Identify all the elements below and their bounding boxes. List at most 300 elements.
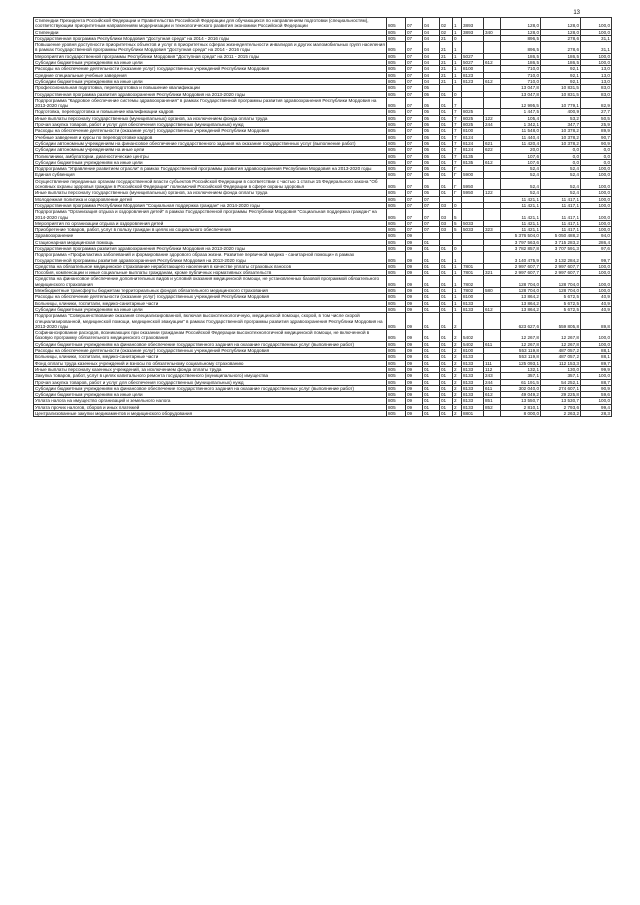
row-planned: 12 267,8 (501, 341, 541, 347)
row-name: Расходы на обеспечение деятельности (оказание услуг) государственных учреждений Республики Мордовия (34, 66, 387, 72)
row-executed: 278,6 (541, 42, 581, 54)
row-article (462, 42, 484, 54)
row-percent: 100,0 (581, 288, 612, 294)
row-subprogram: 1 (453, 42, 462, 54)
row-article: 8123 (462, 78, 484, 84)
row-section: 09 (406, 330, 423, 342)
row-executed: 10 378,2 (541, 134, 581, 140)
row-executed: 487 057,2 (541, 348, 581, 354)
row-percent: 100,0 (581, 202, 612, 208)
row-admin-code: 805 (387, 306, 406, 312)
row-subprogram: 1 (453, 300, 462, 306)
row-subprogram: 2 (453, 398, 462, 404)
row-section: 07 (406, 53, 423, 59)
row-admin-code: 805 (387, 134, 406, 140)
row-subprogram: Г (453, 178, 462, 190)
row-planned: 3 140 475,9 (501, 252, 541, 264)
row-admin-code: 805 (387, 404, 406, 410)
row-expense-type: 612 (484, 306, 501, 312)
row-subprogram: 2 (453, 360, 462, 366)
row-executed: 52,4 (541, 166, 581, 172)
row-executed: 2 997 607,7 (541, 263, 581, 269)
row-name: Уплата налога на имущество организаций и земельного налога (34, 398, 387, 404)
row-name: Стационарная медицинская помощь (34, 239, 387, 245)
row-name: Мероприятия по организации отдыха и оздоровления детей (34, 220, 387, 226)
row-subprogram: 1 (453, 53, 462, 59)
row-percent: 40,9 (581, 294, 612, 300)
row-planned: 52,4 (501, 190, 541, 196)
row-article: 8133 (462, 306, 484, 312)
row-percent: 13,0 (581, 72, 612, 78)
row-executed: 12 267,8 (541, 341, 581, 347)
row-executed: 53,2 (541, 115, 581, 121)
budget-table (33, 17, 612, 417)
row-subsection: 05 (423, 140, 440, 146)
row-name: Иные выплаты персоналу государственных (муниципальных) органов, за исключением фонда оплаты труда (34, 190, 387, 196)
row-planned: 1 447,5 (501, 109, 541, 115)
row-planned: 20,0 (501, 147, 541, 153)
row-expense-type: 244 (484, 379, 501, 385)
row-subprogram: 1 (453, 288, 462, 294)
row-name: Осуществление переданных органам государственной власти субъектов Российской Федерации в соответствии с частью 1 статьи 15 Федерального закона "Об основных охраны здоровья граждан в Российской Федерации" полномочий Российской Федерации в сфере охраны здоровья (34, 178, 387, 190)
row-program: 01 (440, 115, 453, 121)
row-planned: 3 782 857,8 (501, 245, 541, 251)
row-percent: 99,4 (581, 404, 612, 410)
row-name: Стипендии Президента Российской Федерации и Правительства Российской Федерации для обучающихся по направлениям подготовки (специальностям), соответствующим приоритетным направлениям модернизации и технологического развития экономики Российской Федерации (34, 18, 387, 30)
row-section: 09 (406, 360, 423, 366)
row-planned: 105,4 (501, 115, 541, 121)
row-executed: 5 672,5 (541, 294, 581, 300)
row-article: 8123 (462, 72, 484, 78)
row-admin-code: 805 (387, 53, 406, 59)
row-article: 3893 (462, 29, 484, 35)
row-executed: 11 417,1 (541, 220, 581, 226)
table-row (34, 313, 612, 330)
row-admin-code: 805 (387, 252, 406, 264)
row-executed: 29 225,8 (541, 392, 581, 398)
row-subprogram: 7 (453, 134, 462, 140)
row-expense-type (484, 313, 501, 330)
row-expense-type: 122 (484, 190, 501, 196)
row-admin-code: 805 (387, 72, 406, 78)
row-expense-type: 612 (484, 78, 501, 84)
row-program: 01 (440, 294, 453, 300)
row-admin-code: 805 (387, 115, 406, 121)
row-section: 09 (406, 288, 423, 294)
row-admin-code: 805 (387, 313, 406, 330)
row-program: 21 (440, 66, 453, 72)
row-admin-code: 805 (387, 330, 406, 342)
row-program: 01 (440, 354, 453, 360)
row-program: 01 (440, 263, 453, 269)
table-row (34, 140, 612, 146)
table-row (34, 411, 612, 417)
row-section: 09 (406, 354, 423, 360)
row-program: 03 (440, 209, 453, 221)
row-expense-type: 622 (484, 147, 501, 153)
row-percent: 0,0 (581, 153, 612, 159)
row-percent: 83,0 (581, 85, 612, 91)
row-planned: 107,6 (501, 159, 541, 165)
row-executed: 52,4 (541, 172, 581, 178)
row-expense-type: 111 (484, 360, 501, 366)
row-section: 09 (406, 385, 423, 391)
row-subprogram: 2 (453, 313, 462, 330)
row-program: 21 (440, 53, 453, 59)
row-name: Расходы на обеспечение деятельности (оказание услуг) государственных учреждений Республики Мордовия (34, 348, 387, 354)
row-program: 01 (440, 398, 453, 404)
row-program: 01 (440, 166, 453, 172)
row-name: Средства на обязательное медицинское страхование неработающего населения в качестве уплаты страховых взносов (34, 263, 387, 269)
row-section: 07 (406, 159, 423, 165)
row-admin-code: 805 (387, 366, 406, 372)
row-article: 8133 (462, 379, 484, 385)
row-subprogram: 2 (453, 404, 462, 410)
row-subprogram: 1 (453, 252, 462, 264)
row-executed: 278,6 (541, 35, 581, 41)
row-subprogram: 7 (453, 147, 462, 153)
row-executed: 52,4 (541, 190, 581, 196)
row-percent: 100,0 (581, 227, 612, 233)
row-subprogram: 1 (453, 306, 462, 312)
row-article: 7801 (462, 270, 484, 276)
row-planned: 302 040,0 (501, 385, 541, 391)
row-subsection: 01 (423, 300, 440, 306)
row-name: Иные выплаты персоналу государственных (муниципальных) органов, за исключением фонда оплаты труда (34, 115, 387, 121)
row-section: 09 (406, 373, 423, 379)
table-row (34, 341, 612, 347)
row-executed: 10 779,1 (541, 97, 581, 109)
row-subsection: 07 (423, 227, 440, 233)
row-executed: 11 417,1 (541, 202, 581, 208)
row-program: 02 (440, 29, 453, 35)
row-subsection: 04 (423, 66, 440, 72)
row-section: 09 (406, 276, 423, 288)
row-percent: 83,0 (581, 91, 612, 97)
row-article: 8025 (462, 109, 484, 115)
row-planned: 128 704,0 (501, 288, 541, 294)
row-executed: 2 793,6 (541, 404, 581, 410)
row-executed: 357,1 (541, 373, 581, 379)
row-program: 01 (440, 300, 453, 306)
row-article: 8025 (462, 115, 484, 121)
row-planned: 2 997 607,7 (501, 263, 541, 269)
row-subsection: 05 (423, 153, 440, 159)
row-name: Здравоохранение (34, 233, 387, 239)
row-article: 5033 (462, 220, 484, 226)
row-article: 8133 (462, 300, 484, 306)
table-row (34, 276, 612, 288)
row-subsection: 05 (423, 172, 440, 178)
row-admin-code: 805 (387, 35, 406, 41)
row-planned: 553 119,8 (501, 348, 541, 354)
row-section: 07 (406, 35, 423, 41)
row-program: 01 (440, 288, 453, 294)
row-executed: 5 672,5 (541, 300, 581, 306)
row-expense-type: 612 (484, 392, 501, 398)
row-admin-code: 805 (387, 360, 406, 366)
row-planned: 710,0 (501, 66, 541, 72)
row-percent: 88,7 (581, 379, 612, 385)
row-subsection: 07 (423, 196, 440, 202)
row-expense-type (484, 97, 501, 109)
row-expense-type: 321 (484, 270, 501, 276)
row-planned: 49 049,2 (501, 392, 541, 398)
row-program: 01 (440, 147, 453, 153)
row-name: Молодежная политика и оздоровление детей (34, 196, 387, 202)
row-subprogram: 1 (453, 29, 462, 35)
row-admin-code: 805 (387, 209, 406, 221)
row-planned: 125 093,1 (501, 360, 541, 366)
row-subsection: 01 (423, 245, 440, 251)
row-executed: 128,0 (541, 29, 581, 35)
row-percent: 99,9 (581, 366, 612, 372)
row-name: Расходы на обеспечение деятельности (оказание услуг) государственных учреждений Республики Мордовия (34, 128, 387, 134)
row-name: Субсидии бюджетным учреждениям на иные цели (34, 159, 387, 165)
row-subsection: 05 (423, 85, 440, 91)
row-section: 09 (406, 300, 423, 306)
row-expense-type: 580 (484, 288, 501, 294)
row-subprogram: 0 (453, 202, 462, 208)
row-subsection: 01 (423, 404, 440, 410)
row-executed: 5 050 488,2 (541, 233, 581, 239)
row-section: 07 (406, 85, 423, 91)
row-admin-code: 805 (387, 276, 406, 288)
row-percent: 100,0 (581, 373, 612, 379)
row-admin-code: 805 (387, 42, 406, 54)
table-row (34, 385, 612, 391)
row-name: Субсидии автономным учреждениям на финансовое обеспечение государственного задания на оказание государственных услуг (выполнение работ) (34, 140, 387, 146)
row-subprogram: 1 (453, 72, 462, 78)
row-planned: 11 420,4 (501, 140, 541, 146)
row-subprogram: 0 (453, 35, 462, 41)
row-planned: 11 421,1 (501, 220, 541, 226)
row-executed: 11 417,1 (541, 196, 581, 202)
row-executed: 128 704,0 (541, 288, 581, 294)
row-name: Подпрограмма «Профилактика заболеваний и формирование здорового образа жизни. Развитие первичной медико - санитарной помощи» в рамках Государственной программы развития здравоохранения Республики Мордовия на 2013-2020 годы (34, 252, 387, 264)
row-expense-type: 621 (484, 140, 501, 146)
row-name: Подпрограмма "Управление развитием отрасли" в рамках Государственной программы развития здравоохранения Республики Мордовия на 2013-2020 годы (34, 166, 387, 172)
row-name: Подпрограмма "Кадровое обеспечение системы здравоохранения" в рамках Государственной программы развития здравоохранения Республики Мордовия на 2013-2020 годы (34, 97, 387, 109)
row-name: Приобретение товаров, работ, услуг в пользу граждан в целях их социального обеспечения (34, 227, 387, 233)
row-subprogram: 1 (453, 18, 462, 30)
row-executed: 274 607,1 (541, 385, 581, 391)
row-program: 02 (440, 18, 453, 30)
row-name: Больницы, клиники, госпитали, медико-санитарные части (34, 300, 387, 306)
row-section: 09 (406, 341, 423, 347)
row-section: 07 (406, 178, 423, 190)
row-program: 21 (440, 42, 453, 54)
row-percent: 0,0 (581, 147, 612, 153)
row-section: 09 (406, 233, 423, 239)
row-admin-code: 805 (387, 220, 406, 226)
row-percent: 89,7 (581, 360, 612, 366)
row-percent: 13,0 (581, 66, 612, 72)
row-section: 09 (406, 313, 423, 330)
row-executed: 130,0 (541, 366, 581, 372)
row-name: Средние специальные учебные заведения (34, 72, 387, 78)
row-expense-type: 340 (484, 29, 501, 35)
row-admin-code: 805 (387, 78, 406, 84)
row-admin-code: 805 (387, 60, 406, 66)
row-planned: 13 550,7 (501, 398, 541, 404)
row-name: Субсидии автономным учреждениям на иные цели (34, 147, 387, 153)
row-planned: 52,4 (501, 178, 541, 190)
row-program: 01 (440, 109, 453, 115)
row-article (462, 313, 484, 330)
row-program: 03 (440, 202, 453, 208)
row-percent: 100,0 (581, 60, 612, 66)
row-subsection: 01 (423, 373, 440, 379)
row-planned: 13 864,2 (501, 300, 541, 306)
row-subprogram: 1 (453, 270, 462, 276)
row-percent: 0,0 (581, 159, 612, 165)
row-subsection: 01 (423, 288, 440, 294)
row-subprogram: 7 (453, 153, 462, 159)
row-subprogram: 1 (453, 263, 462, 269)
row-subprogram: 0 (453, 91, 462, 97)
row-subprogram: 7 (453, 115, 462, 121)
row-program: 01 (440, 190, 453, 196)
row-percent: 31,1 (581, 35, 612, 41)
row-percent: 90,7 (581, 134, 612, 140)
row-section: 07 (406, 140, 423, 146)
row-percent: 100,0 (581, 53, 612, 59)
row-expense-type: 611 (484, 385, 501, 391)
row-article (462, 209, 484, 221)
row-subprogram: 0 (453, 245, 462, 251)
table-row (34, 18, 612, 30)
row-planned: 12 267,8 (501, 330, 541, 342)
row-admin-code: 805 (387, 109, 406, 115)
row-planned: 11 421,1 (501, 227, 541, 233)
row-article: 5402 (462, 330, 484, 342)
row-program: 01 (440, 140, 453, 146)
row-subsection: 04 (423, 35, 440, 41)
row-section: 09 (406, 404, 423, 410)
row-expense-type (484, 42, 501, 54)
row-admin-code: 805 (387, 233, 406, 239)
row-name: Расходы на обеспечение деятельности (оказание услуг) государственных учреждений Республики Мордовия (34, 294, 387, 300)
row-name: Межбюджетные трансферты бюджетам территориальных фондов обязательного медицинского страхования (34, 288, 387, 294)
row-article: 8135 (462, 153, 484, 159)
row-section: 07 (406, 29, 423, 35)
row-article: 8124 (462, 147, 484, 153)
row-percent: 100,0 (581, 270, 612, 276)
row-admin-code: 805 (387, 128, 406, 134)
row-executed: 3 707 591,3 (541, 245, 581, 251)
row-expense-type: 244 (484, 122, 501, 128)
row-executed: 10 378,2 (541, 140, 581, 146)
row-name: Прочая закупка товаров, работ и услуг для обеспечения государственных (муниципальных) нужд (34, 379, 387, 385)
row-planned: 13 864,2 (501, 294, 541, 300)
row-subsection: 05 (423, 159, 440, 165)
row-section: 07 (406, 42, 423, 54)
row-planned: 710,0 (501, 78, 541, 84)
row-planned: 5 376 504,0 (501, 233, 541, 239)
row-percent: 100,0 (581, 178, 612, 190)
row-planned: 3 797 563,6 (501, 239, 541, 245)
row-program: 01 (440, 404, 453, 410)
row-planned: 11 421,1 (501, 202, 541, 208)
row-name: Средства на финансовое обеспечение дополнительных видов и условий оказания медицинской помощи, не установленных базовой программой обязательного медицинского страхования (34, 276, 387, 288)
row-article: 5027 (462, 53, 484, 59)
row-subprogram: 2 (453, 392, 462, 398)
row-name: Подпрограмма "Организация отдыха и оздоровления детей" в рамках Государственной программы Республики Мордовия "Социальная поддержка граждан" на 2014-2020 годы (34, 209, 387, 221)
row-subprogram: 5 (453, 220, 462, 226)
row-section: 09 (406, 252, 423, 264)
row-program: 21 (440, 35, 453, 41)
row-program: 01 (440, 313, 453, 330)
row-section: 09 (406, 239, 423, 245)
row-admin-code: 805 (387, 172, 406, 178)
row-section: 09 (406, 245, 423, 251)
row-percent: 99,7 (581, 252, 612, 264)
row-planned: 12 995,5 (501, 97, 541, 109)
row-subprogram: 7 (453, 159, 462, 165)
row-executed: 11 417,1 (541, 209, 581, 221)
row-planned: 553 119,8 (501, 354, 541, 360)
row-percent: 25,9 (581, 122, 612, 128)
row-percent: 100,0 (581, 172, 612, 178)
row-executed: 186,5 (541, 60, 581, 66)
row-article: 8100 (462, 348, 484, 354)
row-admin-code: 805 (387, 66, 406, 72)
row-program: 01 (440, 411, 453, 417)
row-name: Государственная программа развития здравоохранения Республики Мордовия на 2013-2020 годы (34, 91, 387, 97)
row-executed: 11 417,1 (541, 227, 581, 233)
row-admin-code: 805 (387, 411, 406, 417)
row-planned: 186,5 (501, 60, 541, 66)
row-subprogram: 1 (453, 78, 462, 84)
row-name: Стипендии (34, 29, 387, 35)
row-planned: 1 342,1 (501, 122, 541, 128)
row-article: 8100 (462, 294, 484, 300)
row-program: 01 (440, 306, 453, 312)
row-subsection: 01 (423, 294, 440, 300)
row-executed: 0,0 (541, 147, 581, 153)
row-name: Фонд оплаты труда казенных учреждений и взносы по обязательному социальному страхованию (34, 360, 387, 366)
row-subsection: 04 (423, 18, 440, 30)
row-admin-code: 805 (387, 392, 406, 398)
row-percent: 50,5 (581, 115, 612, 121)
row-admin-code: 805 (387, 122, 406, 128)
row-article: 5950 (462, 190, 484, 196)
row-article: 8100 (462, 66, 484, 72)
row-name: Профессиональная подготовка, переподготовка и повышение квалификации (34, 85, 387, 91)
row-subsection: 05 (423, 190, 440, 196)
row-program: 01 (440, 360, 453, 366)
row-admin-code: 805 (387, 91, 406, 97)
row-program: 01 (440, 122, 453, 128)
row-planned: 8 000,0 (501, 411, 541, 417)
row-article: 5402 (462, 341, 484, 347)
row-executed: 10 378,2 (541, 128, 581, 134)
row-subsection: 04 (423, 60, 440, 66)
row-name: Подпрограмма "Совершенствование оказания специализированной, включая высокотехнологичную, медицинской помощи, скорой, в том числе скорой специализированной, медицинской помощи, медицинской эвакуации" в рамках Государственной программы развития здравоохранения Республики Мордовия на 2013-2020 годы (34, 313, 387, 330)
row-article: 7802 (462, 288, 484, 294)
row-article: 3893 (462, 18, 484, 30)
row-admin-code: 805 (387, 159, 406, 165)
row-executed: 112 153,3 (541, 360, 581, 366)
row-expense-type (484, 18, 501, 30)
row-admin-code: 805 (387, 147, 406, 153)
row-planned: 896,5 (501, 42, 541, 54)
row-admin-code: 805 (387, 348, 406, 354)
row-name: Субсидии бюджетным учреждениям на иные цели (34, 60, 387, 66)
table-row (34, 252, 612, 264)
row-subsection: 01 (423, 270, 440, 276)
